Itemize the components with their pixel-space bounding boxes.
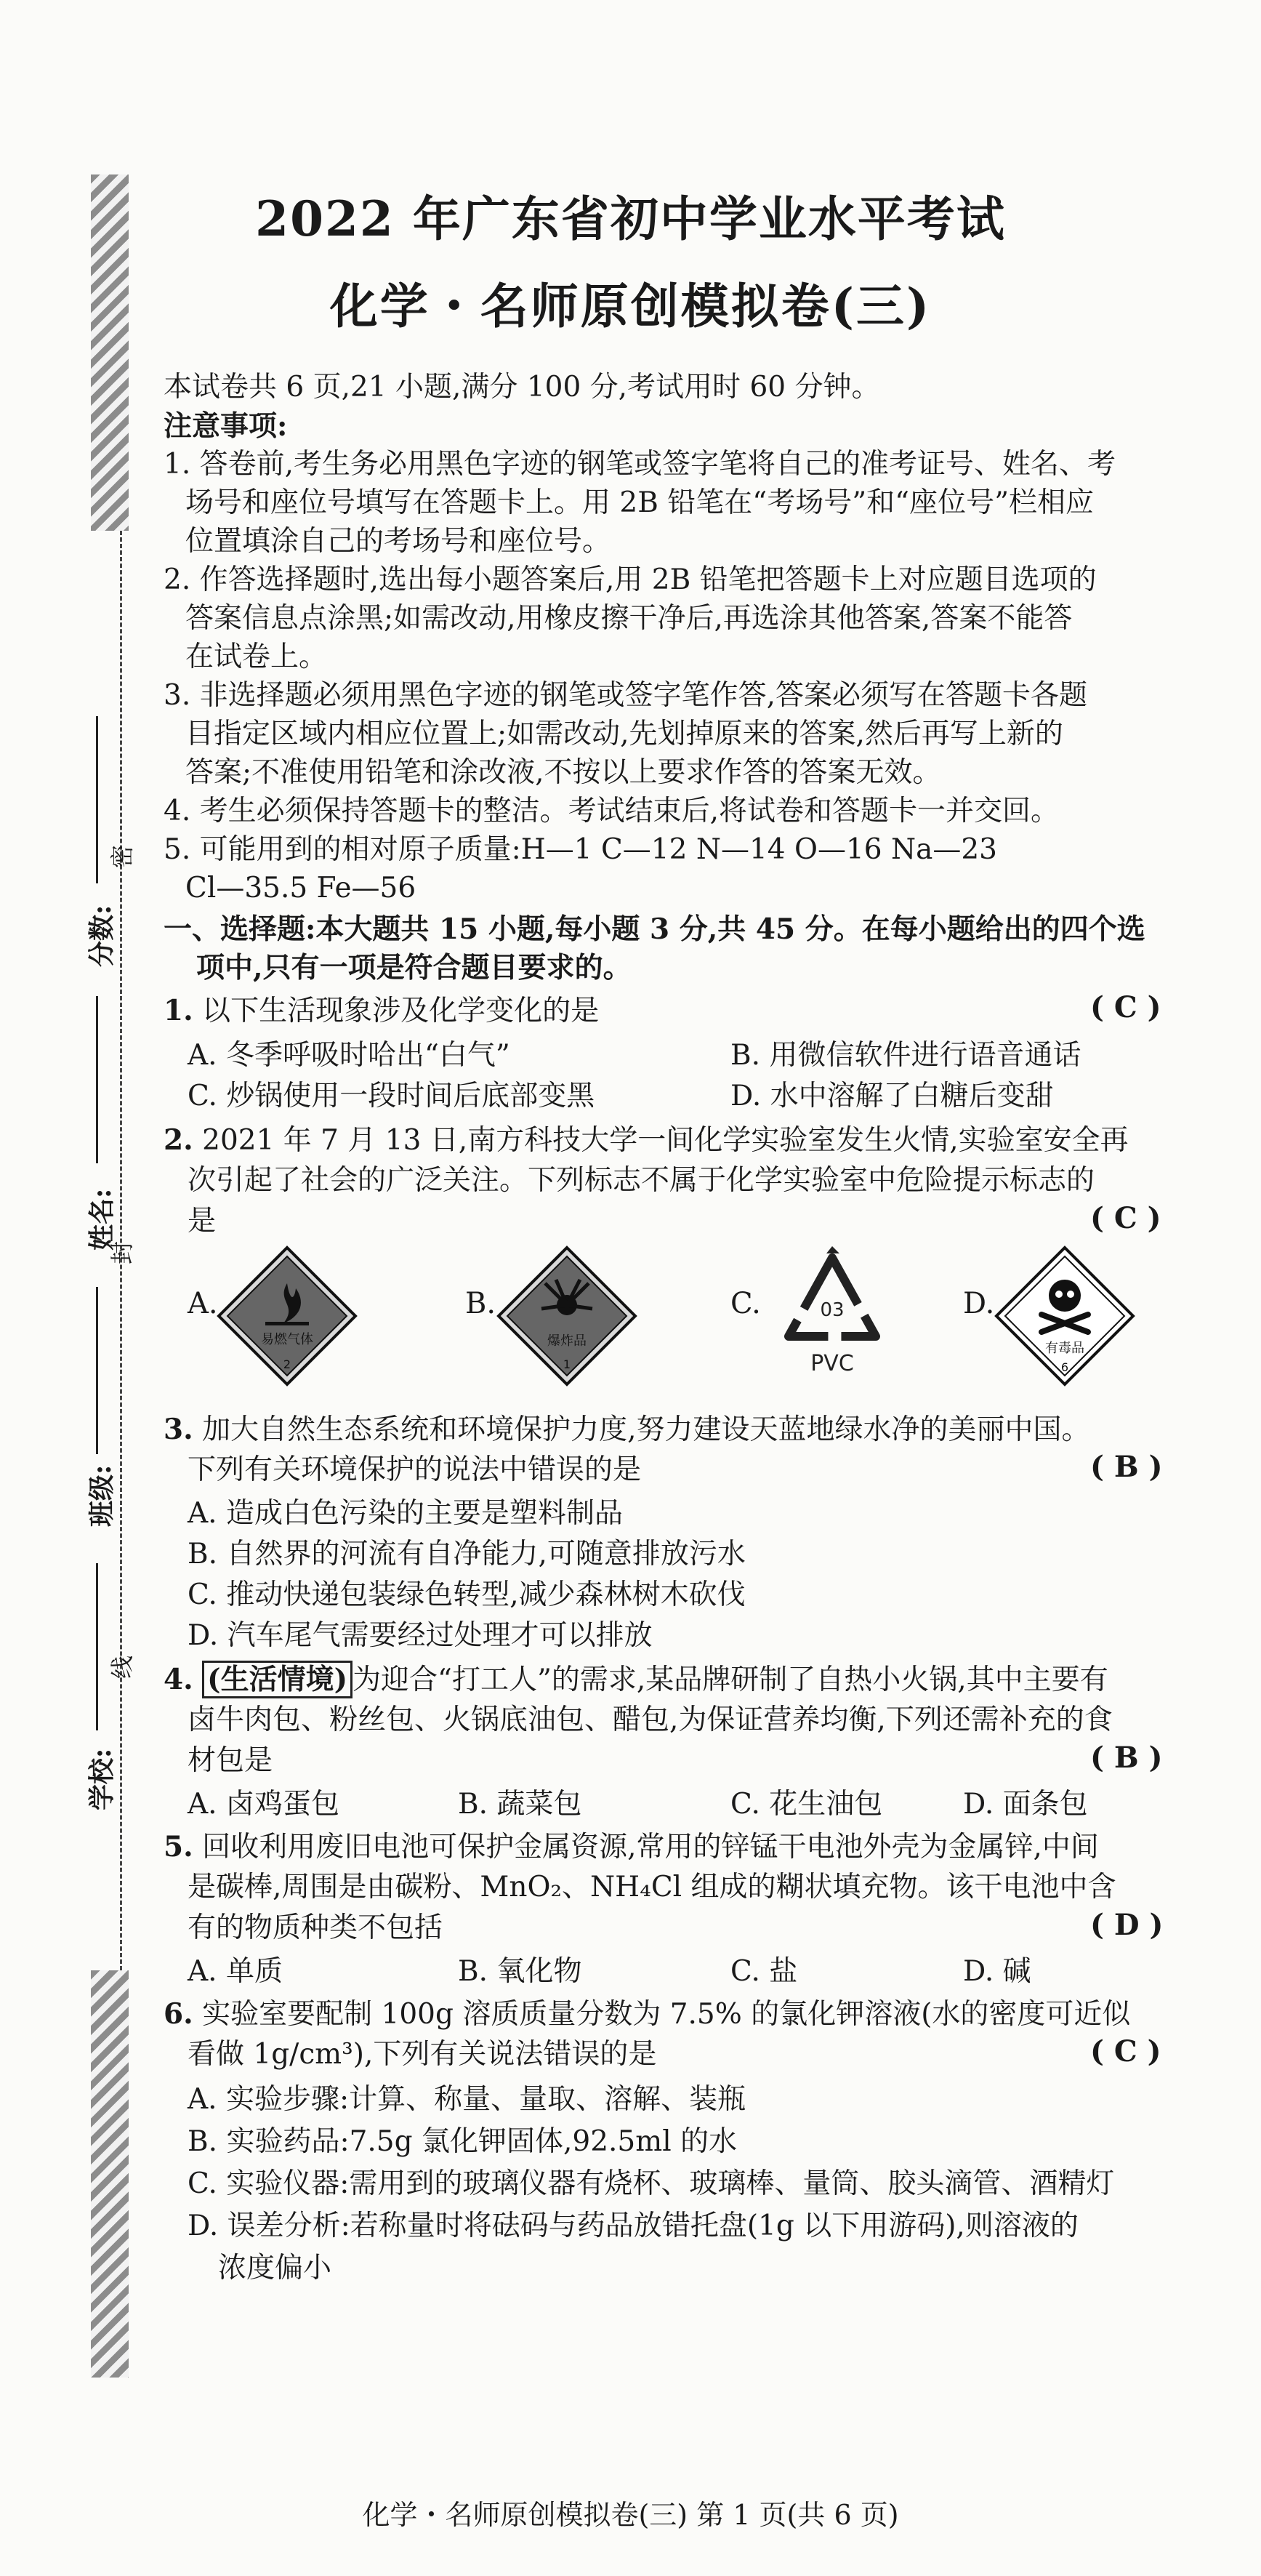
section-heading: 一、选择题:本大题共 15 小题,每小题 3 分,共 45 分。在每小题给出的四个选 [164,912,1145,946]
option-d: D. 误差分析:若称量时将砝码与药品放错托盘(1g 以下用游码),则溶液的 [188,2210,1079,2242]
option-a: A. 冬季呼吸时哈出“白气” [188,1039,510,1072]
question-5-line: 有的物质种类不包括 [188,1911,443,1944]
notice-line: 2. 作答选择题时,选出每小题答案后,用 2B 铅笔把答题卡上对应题目选项的 [164,563,1097,596]
score-line [96,716,98,883]
sign-d-number: 6 [1060,1360,1069,1374]
option-a: A. 造成白色污染的主要是塑料制品 [188,1497,623,1530]
option-c: C. 花生油包 [730,1788,883,1821]
question-4-line: 材包是 [188,1744,273,1777]
option-d: D. [963,1287,995,1320]
sign-a-label: 易燃气体 [261,1332,313,1347]
sign-b-number: 1 [563,1357,571,1371]
notice-line: 5. 可能用到的相对原子质量:H—1 C—12 N—14 O—16 Na—23 [164,833,997,866]
option-c: C. 实验仪器:需用到的玻璃仪器有烧杯、玻璃棒、量筒、胶头滴管、酒精灯 [188,2167,1115,2200]
recycling-pvc-sign [760,1243,905,1389]
question-5-line: 是碳棒,周围是由碳粉、MnO₂、NH₄Cl 组成的糊状填充物。该干电池中含 [188,1871,1116,1903]
question-6-line: 看做 1g/cm³),下列有关说法错误的是 [188,2038,657,2071]
question-3-line: 下列有关环境保护的说法中错误的是 [188,1453,642,1486]
question-1: 1. 以下生活现象涉及化学变化的是 [164,994,600,1027]
notice-line: 场号和座位号填写在答题卡上。用 2B 铅笔在“考场号”和“座位号”栏相应 [185,486,1095,519]
option-c: C. 推动快递包装绿色转型,减少森林树木砍伐 [188,1578,746,1611]
sign-c-label: PVC [810,1351,854,1376]
option-b: B. 氧化物 [458,1955,582,1988]
toxic-sign [992,1243,1137,1389]
option-c: C. 盐 [730,1955,798,1988]
page-subtitle: 化学・名师原创模拟卷(三) [329,278,932,334]
page-footer: 化学・名师原创模拟卷(三) 第 1 页(共 6 页) [362,2499,899,2531]
option-d-continued: 浓度偏小 [218,2252,332,2284]
question-3: 3. 加大自然生态系统和环境保护力度,努力建设天蓝地绿水净的美丽中国。 [164,1413,1090,1446]
option-d: D. 汽车尾气需要经过处理才可以排放 [188,1619,653,1652]
class-label: 班级: [86,1464,117,1527]
option-d: D. 面条包 [963,1788,1088,1821]
seal-char-xian: 线 [108,1655,137,1680]
notice-line: 4. 考生必须保持答题卡的整洁。考试结束后,将试卷和答题卡一并交回。 [164,795,1060,827]
notice-heading: 注意事项: [164,409,288,443]
notice-line: 答案信息点涂黑;如需改动,用橡皮擦干净后,再选涂其他答案,答案不能答 [185,602,1073,635]
question-5: 5. 回收利用废旧电池可保护金属资源,常用的锌锰干电池外壳为金属锌,中间 [164,1830,1099,1863]
notice-line: 位置填涂自己的考场号和座位号。 [185,525,611,558]
option-a: A. 卤鸡蛋包 [188,1788,339,1821]
score-label: 分数: [86,904,117,967]
option-b: B. [465,1287,496,1320]
option-c: C. [730,1287,761,1320]
notice-line: Cl—35.5 Fe—56 [185,872,416,904]
notice-line: 1. 答卷前,考生务必用黑色字迹的钢笔或签字笔将自己的准考证号、姓名、考 [164,448,1116,481]
question-6: 6. 实验室要配制 100g 溶质质量分数为 7.5% 的氯化钾溶液(水的密度可近似 [164,1997,1131,2031]
seal-char-mi: 密 [108,844,137,869]
question-2: 2. 2021 年 7 月 13 日,南方科技大学一间化学实验室发生火情,实验室安全再 [164,1123,1129,1157]
question-2-line: 次引起了社会的广泛关注。下列标志不属于化学实验室中危险提示标志的 [188,1164,1095,1197]
sign-a-number: 2 [283,1357,291,1371]
sign-b-label: 爆炸品 [547,1333,587,1349]
option-b: B. 用微信软件进行语音通话 [730,1039,1081,1072]
intro-text: 本试卷共 6 页,21 小题,满分 100 分,考试用时 60 分钟。 [164,371,880,404]
option-a: A. 实验步骤:计算、称量、量取、溶解、装瓶 [188,2083,746,2116]
answer-2: ( C ) [1090,1201,1161,1235]
flammable-gas-sign [214,1243,360,1389]
option-b: B. 实验药品:7.5g 氯化钾固体,92.5ml 的水 [188,2125,738,2158]
question-4-line: 卤牛肉包、粉丝包、火锅底油包、醋包,为保证营养均衡,下列还需补充的食 [188,1704,1113,1736]
explosive-sign [494,1243,640,1389]
school-line [96,1563,98,1730]
option-b: B. 蔬菜包 [458,1788,582,1821]
name-label: 姓名: [86,1188,117,1251]
binding-stripe-bottom [91,1970,129,2378]
notice-line: 答案;不准使用铅笔和涂改液,不按以上要求作答的答案无效。 [185,756,941,789]
name-line [96,996,98,1163]
answer-5: ( D ) [1090,1908,1164,1942]
page-title: 2022 年广东省初中学业水平考试 [255,190,1006,247]
sign-c-code: 03 [820,1299,845,1321]
seal-char-feng: 封 [108,1240,137,1265]
answer-4: ( B ) [1090,1741,1163,1775]
notice-line: 3. 非选择题必须用黑色字迹的钢笔或签字笔作答,答案必须写在答题卡各题 [164,679,1088,712]
option-b: B. 自然界的河流有自净能力,可随意排放污水 [188,1538,746,1570]
question-4: 4. (生活情境) 为迎合“打工人”的需求,某品牌研制了自热小火锅,其中主要有 [164,1659,1108,1701]
answer-3: ( B ) [1090,1450,1163,1484]
question-2-line: 是 [188,1205,217,1237]
sign-d-label: 有毒品 [1045,1341,1084,1356]
option-a: A. [188,1287,218,1320]
option-d: D. 水中溶解了白糖后变甜 [730,1080,1054,1112]
context-tag: (生活情境) [202,1661,352,1698]
answer-6: ( C ) [1090,2034,1161,2069]
class-line [96,1287,98,1454]
notice-line: 在试卷上。 [185,641,328,673]
school-label: 学校: [86,1748,117,1810]
answer-1: ( C ) [1090,990,1161,1024]
option-c: C. 炒锅使用一段时间后底部变黑 [188,1080,595,1112]
section-heading: 项中,只有一项是符合题目要求的。 [196,951,632,984]
option-d: D. 碱 [963,1955,1031,1988]
notice-line: 目指定区域内相应位置上;如需改动,先划掉原来的答案,然后再写上新的 [185,718,1063,750]
option-a: A. 单质 [188,1955,283,1988]
